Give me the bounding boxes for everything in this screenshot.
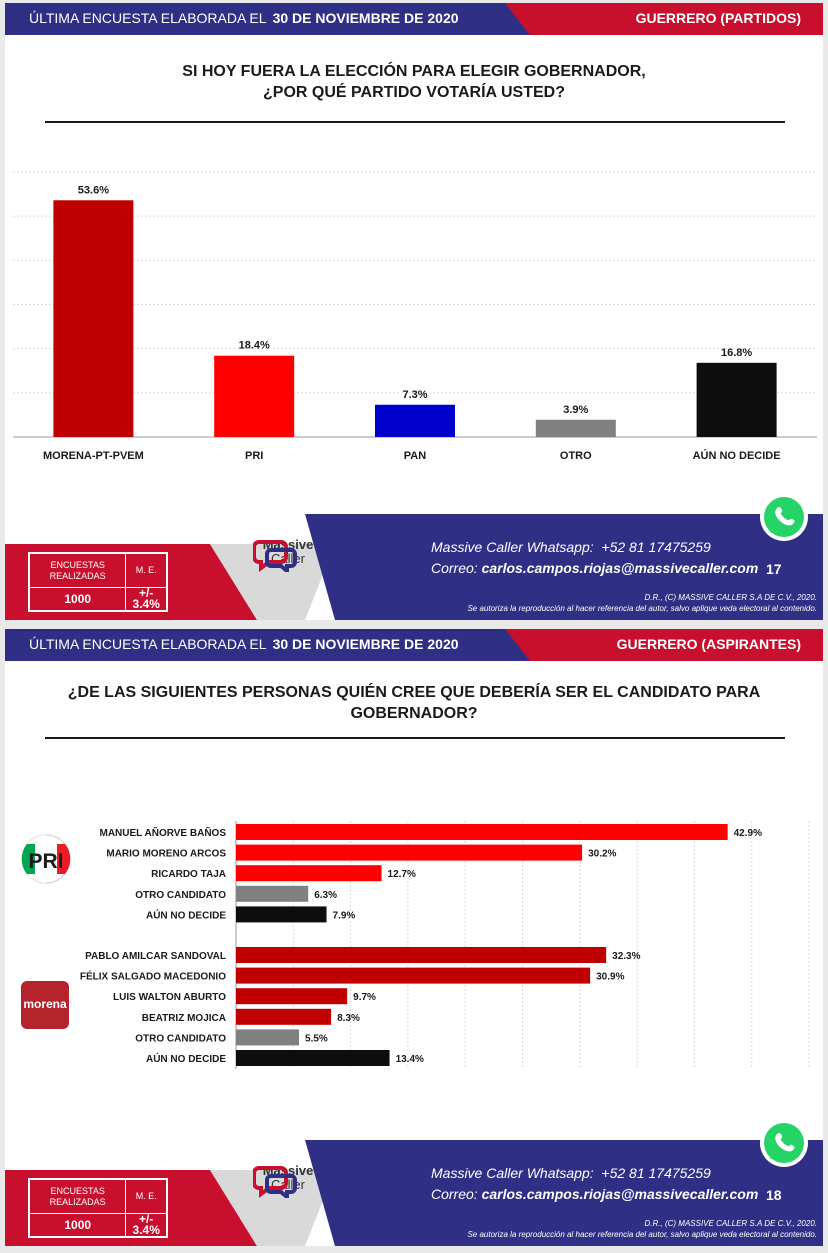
massive-caller-logo <box>253 538 323 566</box>
bar <box>236 988 347 1004</box>
bar <box>697 363 777 437</box>
data-label: 30.9% <box>596 971 625 983</box>
data-label: 7.9% <box>332 910 356 922</box>
surveys-header: ENCUESTAS REALIZADAS <box>30 1180 126 1214</box>
category-label: LUIS WALTON ABURTO <box>113 992 226 1004</box>
data-label: 30.2% <box>588 848 617 860</box>
header-region: GUERRERO (ASPIRANTES) <box>616 636 801 652</box>
data-label: 18.4% <box>238 339 270 352</box>
pri-logo-text: PRI <box>28 850 64 873</box>
category-label: AÚN NO DECIDE <box>145 910 226 922</box>
speech-bubbles-icon <box>253 1164 297 1198</box>
legal-line-2: Se autoriza la reproducción al hacer referencia del autor, salvo aplique veda electoral al contenido. <box>467 1230 817 1239</box>
bar <box>236 968 590 984</box>
party-vote-chart <box>5 3 823 483</box>
massive-caller-logo <box>253 1164 323 1192</box>
survey-stats-box <box>28 552 168 612</box>
category-label: MORENA-PT-PVEM <box>42 450 144 462</box>
data-label: 32.3% <box>612 951 641 962</box>
whatsapp-icon <box>758 1117 810 1169</box>
bar <box>236 845 582 861</box>
data-label: 3.9% <box>563 403 589 416</box>
morena-logo <box>21 981 69 1029</box>
header-date-label: ÚLTIMA ENCUESTA ELABORADA EL 30 DE NOVIEMBRE DE 2020 <box>29 636 459 652</box>
data-label: 5.5% <box>305 1033 328 1045</box>
data-label: 7.3% <box>402 388 428 401</box>
bar <box>214 356 294 437</box>
margin-error-header: M. E. <box>126 1180 167 1214</box>
question-line-1: SI HOY FUERA LA ELECCIÓN PARA ELEGIR GOBERNADOR, <box>182 63 646 80</box>
email-contact: Correo: carlos.campos.riojas@massivecaller.com <box>431 1186 759 1202</box>
category-label: FÉLIX SALGADO MACEDONIO <box>79 971 226 983</box>
slide-candidates <box>5 629 823 1246</box>
data-label: 42.9% <box>733 828 762 839</box>
bar <box>236 865 382 881</box>
data-label: 9.7% <box>353 992 376 1004</box>
bar <box>236 906 327 922</box>
bar <box>236 824 728 840</box>
logo-line-1: Massive <box>262 1163 314 1178</box>
header-date: 30 DE NOVIEMBRE DE 2020 <box>272 10 459 26</box>
header-date: 30 DE NOVIEMBRE DE 2020 <box>272 636 459 652</box>
category-label: AÚN NO DECIDE <box>692 450 781 462</box>
legal-line-1: D.R., (C) MASSIVE CALLER S.A DE C.V., 2020. <box>644 593 817 602</box>
legal-line-2: Se autoriza la reproducción al hacer referencia del autor, salvo aplique veda electoral al contenido. <box>467 604 817 613</box>
header-region: GUERRERO (PARTIDOS) <box>635 10 801 26</box>
category-label: RICARDO TAJA <box>151 869 226 881</box>
surveys-value: 1000 <box>30 588 126 611</box>
morena-logo-text: morena <box>23 997 67 1011</box>
category-label: PAN <box>403 450 427 462</box>
question-line-1: ¿DE LAS SIGUIENTES PERSONAS QUIÉN CREE QUE DEBERÍA SER EL CANDIDATO PARA <box>67 684 761 701</box>
surveys-header: ENCUESTAS REALIZADAS <box>30 554 126 588</box>
bar <box>536 420 616 437</box>
whatsapp-contact: Massive Caller Whatsapp: +52 81 17475259 <box>431 539 711 555</box>
margin-error-header: M. E. <box>126 554 167 588</box>
logo-line-1: Massive <box>262 537 314 552</box>
bar <box>236 1009 331 1025</box>
question-line-2: GOBERNADOR? <box>350 705 478 722</box>
category-label: MARIO MORENO ARCOS <box>106 848 226 860</box>
category-label: PRI <box>245 450 264 462</box>
slide-parties <box>5 3 823 620</box>
category-label: OTRO <box>559 450 592 462</box>
category-label: PABLO AMILCAR SANDOVAL <box>85 951 226 962</box>
legal-line-1: D.R., (C) MASSIVE CALLER S.A DE C.V., 2020. <box>644 1219 817 1228</box>
footer <box>5 514 823 620</box>
header-date-label: ÚLTIMA ENCUESTA ELABORADA EL 30 DE NOVIEMBRE DE 2020 <box>29 10 459 26</box>
email-address: carlos.campos.riojas@massivecaller.com <box>481 560 759 576</box>
email-contact: Correo: carlos.campos.riojas@massivecaller.com <box>431 560 759 576</box>
speech-bubbles-icon <box>253 538 297 572</box>
survey-stats-box <box>28 1178 168 1238</box>
candidate-preference-chart <box>5 629 823 1109</box>
page-number: 17 <box>766 561 782 577</box>
category-label: MANUEL AÑORVE BAÑOS <box>99 828 226 839</box>
question-line-2: ¿POR QUÉ PARTIDO VOTARÍA USTED? <box>263 84 565 101</box>
logo-line-2: Caller <box>271 551 305 566</box>
legal-notice <box>467 592 817 614</box>
category-label: OTRO CANDIDATO <box>135 1033 226 1045</box>
footer <box>5 1140 823 1246</box>
whatsapp-icon <box>758 491 810 543</box>
whatsapp-number: +52 81 17475259 <box>601 1165 711 1181</box>
bar <box>236 886 308 902</box>
email-address: carlos.campos.riojas@massivecaller.com <box>481 1186 759 1202</box>
bar <box>375 405 455 437</box>
margin-error-value: +/- 3.4% <box>126 1214 167 1237</box>
bar <box>53 200 133 437</box>
data-label: 8.3% <box>337 1012 360 1024</box>
data-label: 53.6% <box>77 184 110 197</box>
page-number: 18 <box>766 1187 782 1203</box>
surveys-value: 1000 <box>30 1214 126 1237</box>
whatsapp-number: +52 81 17475259 <box>601 539 711 555</box>
margin-error-value: +/- 3.4% <box>126 588 167 611</box>
bar <box>236 1029 299 1045</box>
bar <box>236 1050 390 1066</box>
category-label: AÚN NO DECIDE <box>145 1054 226 1065</box>
whatsapp-contact: Massive Caller Whatsapp: +52 81 17475259 <box>431 1165 711 1181</box>
data-label: 13.4% <box>395 1054 424 1065</box>
data-label: 6.3% <box>314 889 337 901</box>
bar <box>236 947 606 963</box>
logo-line-2: Caller <box>271 1177 305 1192</box>
pri-logo <box>21 834 71 884</box>
category-label: OTRO CANDIDATO <box>135 889 226 901</box>
data-label: 12.7% <box>387 869 416 881</box>
legal-notice <box>467 1218 817 1240</box>
data-label: 16.8% <box>720 346 753 359</box>
category-label: BEATRIZ MOJICA <box>141 1012 226 1024</box>
